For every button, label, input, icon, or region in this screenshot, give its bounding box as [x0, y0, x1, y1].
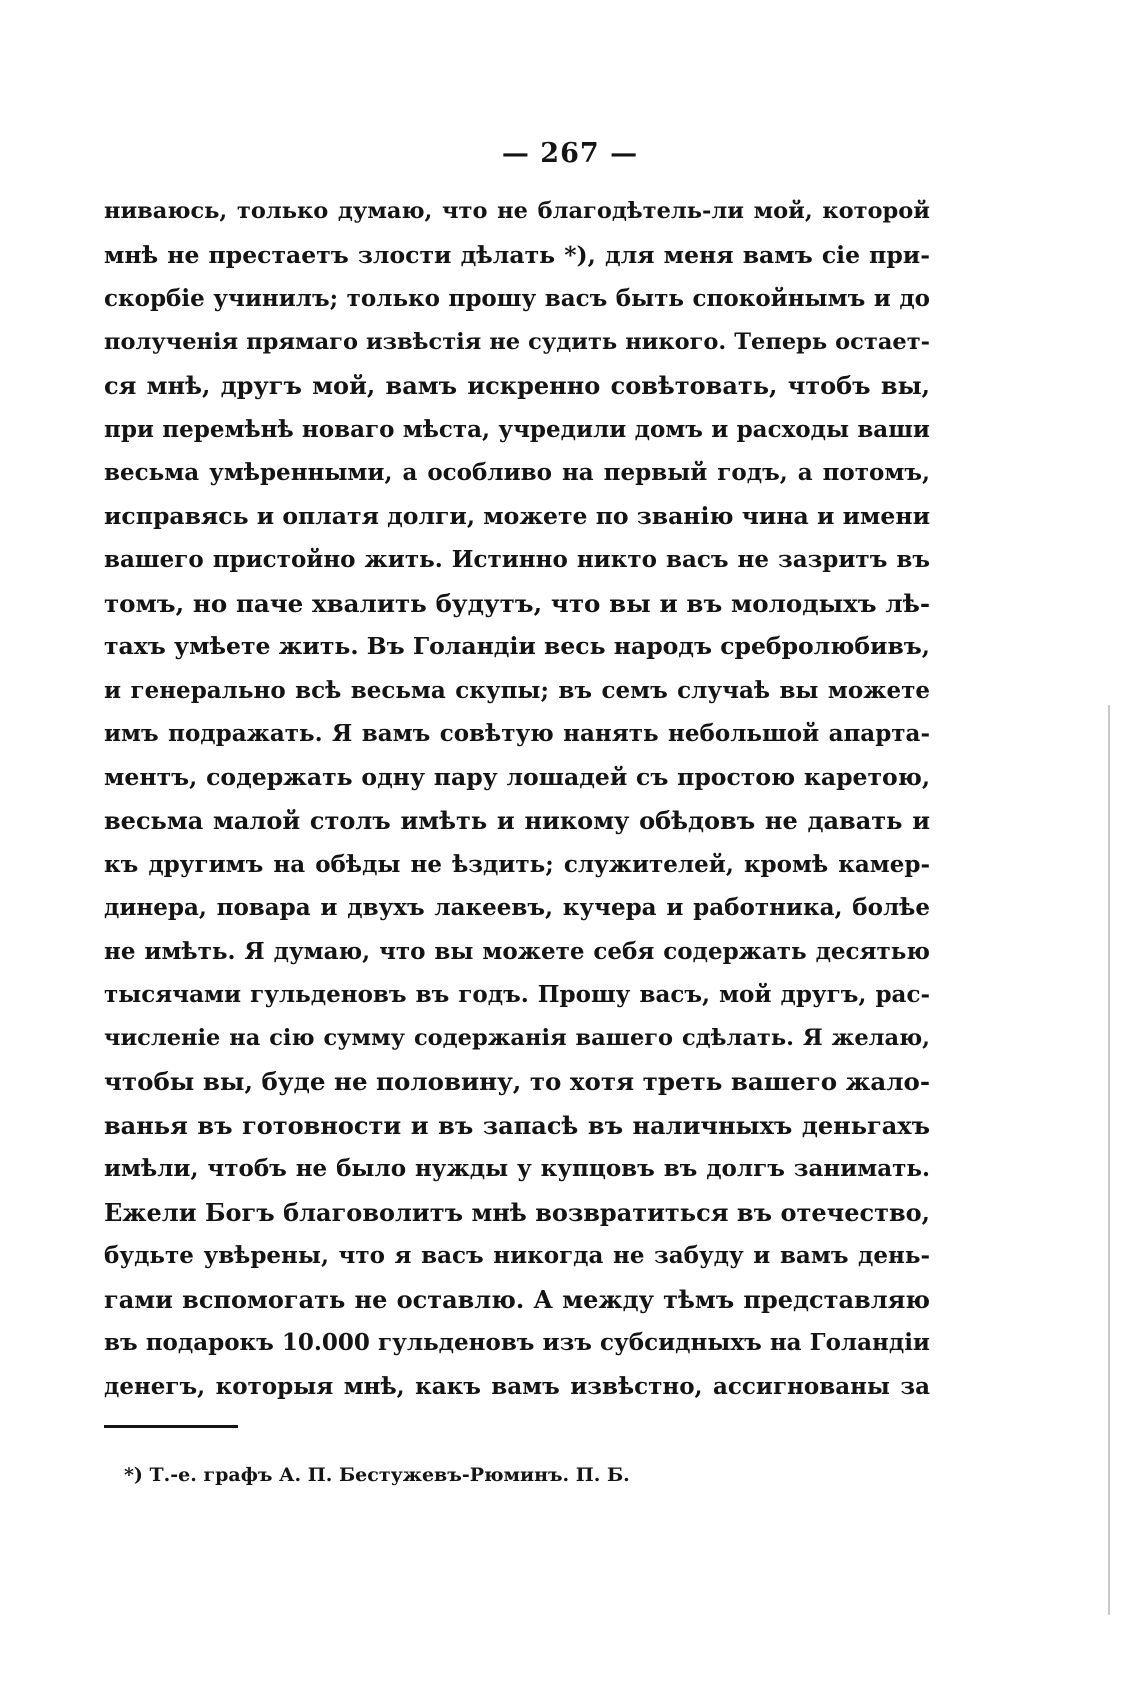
- body-text: [104, 190, 930, 1408]
- text-line: скорбіе учинилъ; только прошу васъ быть спокойнымъ и до: [104, 285, 930, 312]
- text-line: будьте увѣрены, что я васъ никогда не забуду и вамъ день-: [104, 1242, 930, 1269]
- text-line: тысячами гульденовъ въ годъ. Прошу васъ, мой другъ, рас-: [104, 981, 930, 1008]
- text-line: не имѣть. Я думаю, что вы можете себя содержать десятью: [104, 937, 930, 965]
- text-line: ванья въ готовности и въ запасѣ въ наличныхъ деньгахъ: [104, 1110, 930, 1140]
- scan-edge-line: [1108, 705, 1110, 1615]
- footnote-rule: [104, 1425, 238, 1428]
- text-line: численіе на сію сумму содержанія вашего сдѣлать. Я желаю,: [104, 1024, 930, 1051]
- text-line: мнѣ не престаетъ злости дѣлать *), для меня вамъ сіе при-: [104, 240, 930, 269]
- text-line: весьма малой столъ имѣть и никому обѣдовъ не давать и: [104, 806, 930, 835]
- text-line: Ежели Богъ благоволитъ мнѣ возвратиться въ отечество,: [104, 1197, 930, 1227]
- text-line: ся мнѣ, другъ мой, вамъ искренно совѣтовать, чтобъ вы,: [104, 371, 930, 400]
- text-line: имѣли, чтобъ не было нужды у купцовъ въ долгъ занимать.: [104, 1155, 930, 1182]
- text-line: тахъ умѣете жить. Въ Голандіи весь народъ сребролюбивъ,: [104, 632, 930, 660]
- text-line: вашего пристойно жить. Истинно никто васъ не зазритъ въ: [104, 546, 930, 573]
- text-line: при перемѣнѣ новаго мѣста, учредили домъ и расходы ваши: [104, 415, 930, 443]
- text-line: чтобы вы, буде не половину, то хотя треть вашего жало-: [104, 1067, 930, 1096]
- text-line: къ другимъ на обѣды не ѣздить; служителей, кромѣ камер-: [104, 850, 930, 878]
- text-line: денегъ, которыя мнѣ, какъ вамъ извѣстно, ассигнованы за: [104, 1372, 930, 1400]
- text-line: ментъ, содержать одну пару лошадей съ простою каретою,: [104, 762, 930, 791]
- text-line: томъ, но паче хвалить будутъ, что вы и въ молодыхъ лѣ-: [104, 588, 930, 618]
- footnote: *) Т.-е. графъ А. П. Бестужевъ-Рюминъ. П. Б.: [124, 1464, 630, 1486]
- page-number: — 267 —: [501, 138, 639, 169]
- text-line: имъ подражать. Я вамъ совѣтую нанять небольшой апарта-: [104, 720, 930, 747]
- text-line: динера, повара и двухъ лакеевъ, кучера и работника, болѣе: [104, 894, 930, 921]
- text-line: въ подарокъ 10.000 гульденовъ изъ субсидныхъ на Голандіи: [104, 1329, 930, 1356]
- text-line: ниваюсь, только думаю, что не благодѣтель-ли мой, которой: [104, 198, 930, 224]
- text-line: гами вспомогать не оставлю. А между тѣмъ представляю: [104, 1284, 930, 1314]
- text-line: и генерально всѣ весьма скупы; въ семъ случаѣ вы можете: [104, 676, 930, 704]
- text-line: весьма умѣренными, а особливо на первый годъ, а потомъ,: [104, 459, 930, 486]
- text-line: исправясь и оплатя долги, можете по званію чина и имени: [104, 501, 930, 530]
- text-line: полученія прямаго извѣстія не судить никого. Теперь остает-: [104, 328, 930, 355]
